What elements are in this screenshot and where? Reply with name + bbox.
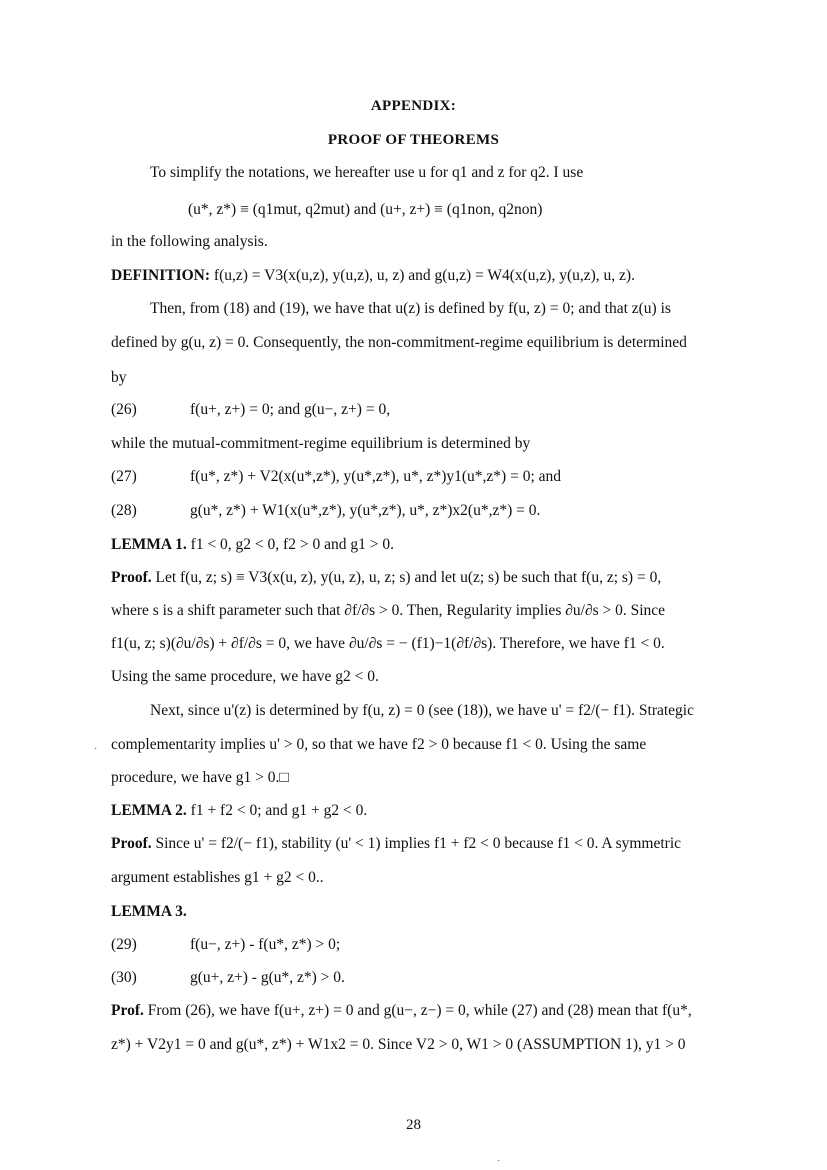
proof-2-label: Proof. [111, 835, 152, 852]
proof-1-text-1: Let f(u, z; s) ≡ V3(x(u, z), y(u, z), u, z; s) and let u(z; s) be such that f(u, z; s) = 0, [151, 569, 662, 586]
lemma-2-label: LEMMA 2. [111, 802, 187, 819]
prof-text-1: From (26), we have f(u+, z+) = 0 and g(u−, z−) = 0, while (27) and (28) mean that f(u*, [143, 1002, 692, 1019]
proof-1-line-2: where s is a shift parameter such that ∂f/∂s > 0. Then, Regularity implies ∂u/∂s > 0. Since [111, 602, 666, 619]
paragraph-1-line-3: by [111, 369, 127, 386]
lemma-1-label: LEMMA 1. [111, 536, 187, 553]
equation-29-text: f(u−, z+) - f(u*, z*) > 0; [190, 936, 341, 953]
lemma-3 [111, 902, 751, 922]
equation-30-number: (30) [111, 969, 137, 986]
proof-1-line-1 [111, 568, 751, 588]
scan-speck: · [94, 744, 98, 755]
proof-1-line-4: Using the same procedure, we have g2 < 0. [111, 668, 379, 685]
proof-1-line-7: procedure, we have g1 > 0.□ [111, 769, 289, 786]
definition-text: f(u,z) = V3(x(u,z), y(u,z), u, z) and g(u,z) = W4(x(u,z), y(u,z), u, z). [210, 267, 635, 284]
equation-28-number: (28) [111, 502, 137, 519]
equation-29 [111, 935, 751, 955]
appendix-heading: APPENDIX: [370, 98, 457, 114]
paragraph-1-line-2: defined by g(u, z) = 0. Consequently, the non-commitment-regime equilibrium is determined [111, 334, 687, 351]
definition-label: DEFINITION: [111, 267, 211, 284]
paragraph-2: while the mutual-commitment-regime equilibrium is determined by [111, 435, 531, 452]
equation-28 [111, 501, 751, 521]
equation-28-text: g(u*, z*) + W1(x(u*,z*), y(u*,z*), u*, z*)x2(u*,z*) = 0. [190, 502, 541, 519]
page-number: 28 [406, 1117, 421, 1133]
intro-line-1: To simplify the notations, we hereafter use u for q1 and z for q2. I use [150, 164, 584, 181]
proof-1-line-3: f1(u, z; s)(∂u/∂s) + ∂f/∂s = 0, we have ∂u/∂s = − (f1)−1(∂f/∂s). Therefore, we have f1 < 0. [111, 635, 665, 652]
proof-2-text-1: Since u' = f2/(− f1), stability (u' < 1) implies f1 + f2 < 0 because f1 < 0. A symmetric [151, 835, 682, 852]
equation-26-text: f(u+, z+) = 0; and g(u−, z+) = 0, [190, 401, 391, 418]
lemma-1 [111, 535, 751, 555]
intro-line-3: in the following analysis. [111, 233, 268, 250]
proof-2-line-2: argument establishes g1 + g2 < 0.. [111, 869, 324, 886]
prof-line-1 [111, 1001, 751, 1021]
lemma-2-text: f1 + f2 < 0; and g1 + g2 < 0. [186, 802, 368, 819]
equation-30 [111, 968, 751, 988]
equation-26 [111, 400, 751, 420]
lemma-3-label: LEMMA 3. [111, 903, 187, 920]
proof-1-line-5: Next, since u'(z) is determined by f(u, z) = 0 (see (18)), we have u' = f2/(− f1). Strategic [150, 702, 694, 719]
proof-2-line-1 [111, 834, 751, 854]
lemma-1-text: f1 < 0, g2 < 0, f2 > 0 and g1 > 0. [186, 536, 394, 553]
scan-speck: · [497, 1156, 501, 1167]
definition-line [111, 266, 751, 286]
lemma-2 [111, 801, 751, 821]
intro-notation-line: (u*, z*) ≡ (q1mut, q2mut) and (u+, z+) ≡ (q1non, q2non) [188, 201, 543, 218]
paragraph-1-line-1: Then, from (18) and (19), we have that u(z) is defined by f(u, z) = 0; and that z(u) is [150, 300, 671, 317]
equation-27 [111, 467, 751, 487]
equation-30-text: g(u+, z+) - g(u*, z*) > 0. [190, 969, 345, 986]
prof-label: Prof. [111, 1002, 144, 1019]
equation-29-number: (29) [111, 936, 137, 953]
equation-26-number: (26) [111, 401, 137, 418]
proof-heading: PROOF OF THEOREMS [327, 132, 500, 148]
proof-label: Proof. [111, 569, 152, 586]
equation-27-number: (27) [111, 468, 137, 485]
prof-line-2: z*) + V2y1 = 0 and g(u*, z*) + W1x2 = 0. Since V2 > 0, W1 > 0 (ASSUMPTION 1), y1 > 0 [111, 1036, 686, 1053]
equation-27-text: f(u*, z*) + V2(x(u*,z*), y(u*,z*), u*, z*)y1(u*,z*) = 0; and [190, 468, 562, 485]
proof-1-line-6: complementarity implies u' > 0, so that we have f2 > 0 because f1 < 0. Using the same [111, 736, 647, 753]
